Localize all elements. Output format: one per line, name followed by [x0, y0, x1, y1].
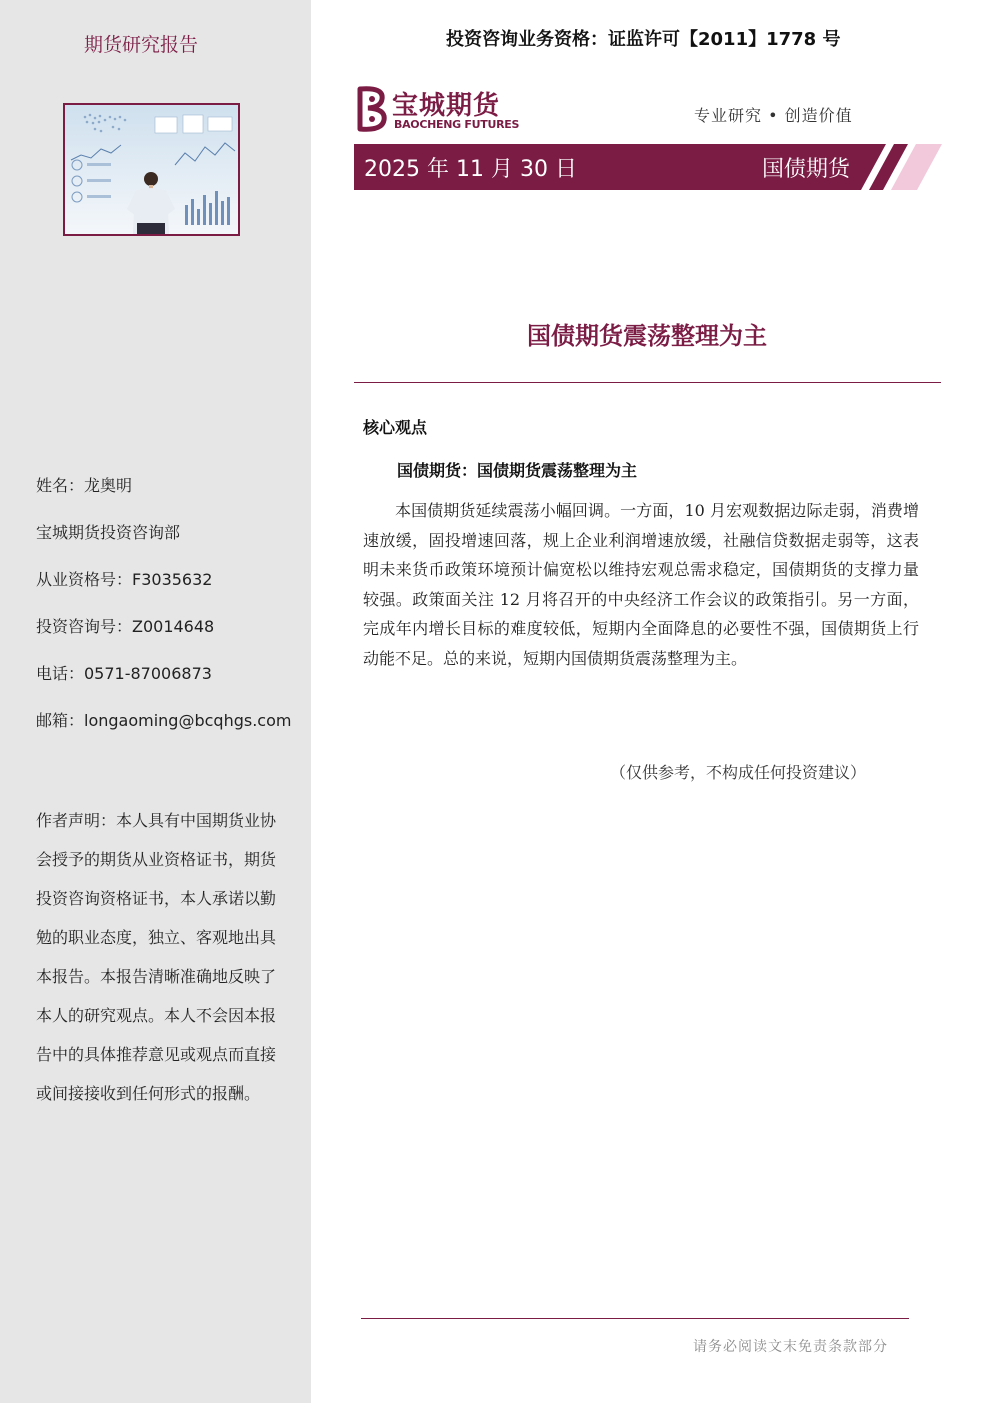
- report-type-label: 期货研究报告: [83, 34, 198, 56]
- date-banner: [354, 144, 944, 190]
- logo-english: BAOCHENG FUTURES: [394, 118, 520, 131]
- slogan: 专业研究 • 创造价值: [694, 106, 853, 125]
- core-view-label: 核心观点: [363, 418, 428, 437]
- footer-divider: [361, 1318, 909, 1319]
- phone-number: 电话：0571-87006873: [36, 664, 212, 683]
- cover-image: [63, 103, 240, 236]
- license-line: 投资咨询业务资格：证监许可【2011】1778 号: [446, 29, 841, 50]
- author-statement: 作者声明：本人具有中国期货业协会授予的期货从业资格证书，期货投资咨询资格证书，本人承诺以勤勉的职业态度，独立、客观地出具本报告。本报告清晰准确地反映了本人的研究观点。本人不会因本报告中的具体推荐意见或观点而直接或间接接收到任何形式的报酬。: [36, 811, 277, 1103]
- logo-chinese: 宝城期货: [392, 91, 501, 121]
- report-body: 本国债期货延续震荡小幅回调。一方面，10 月宏观数据边际走弱，消费增速放缓，固投增速回落，规上企业利润增速放缓，社融信贷数据走弱等，这表明未来货币政策环境预计偏宽松以维持宏观总需求稳定，国债期货的支撑力量较强。政策面关注 12 月将召开的中央经济工作会议的政策指引。另一方面，完成年内增长目标的难度较低，短期内全面降息的必要性不强，国债期货上行动能不足。总的来说，短期内国债期货震荡整理为主。: [363, 501, 919, 668]
- qualification-number: 从业资格号：F3035632: [36, 570, 213, 589]
- title-divider: [354, 382, 941, 383]
- report-category: 国债期货: [762, 157, 851, 182]
- email-address: 邮箱：longaoming@bcqhgs.com: [36, 711, 292, 730]
- investment-disclaimer: （仅供参考，不构成任何投资建议）: [610, 763, 867, 782]
- analyst-name: 姓名：龙奥明: [36, 476, 133, 495]
- company-logo: [354, 85, 524, 133]
- logo-b-icon: [354, 85, 390, 133]
- consult-number: 投资咨询号：Z0014648: [36, 617, 215, 636]
- footer-note: 请务必阅读文末免责条款部分: [693, 1339, 888, 1355]
- section-heading: 国债期货：国债期货震荡整理为主: [397, 461, 638, 480]
- analyst-info: [36, 474, 291, 756]
- report-title: 国债期货震荡整理为主: [527, 322, 767, 350]
- analyst-department: 宝城期货投资咨询部: [36, 523, 181, 542]
- sidebar: [0, 0, 311, 1403]
- analyst-screen-illustration: [65, 105, 238, 234]
- report-date: 2025 年 11 月 30 日: [364, 157, 577, 182]
